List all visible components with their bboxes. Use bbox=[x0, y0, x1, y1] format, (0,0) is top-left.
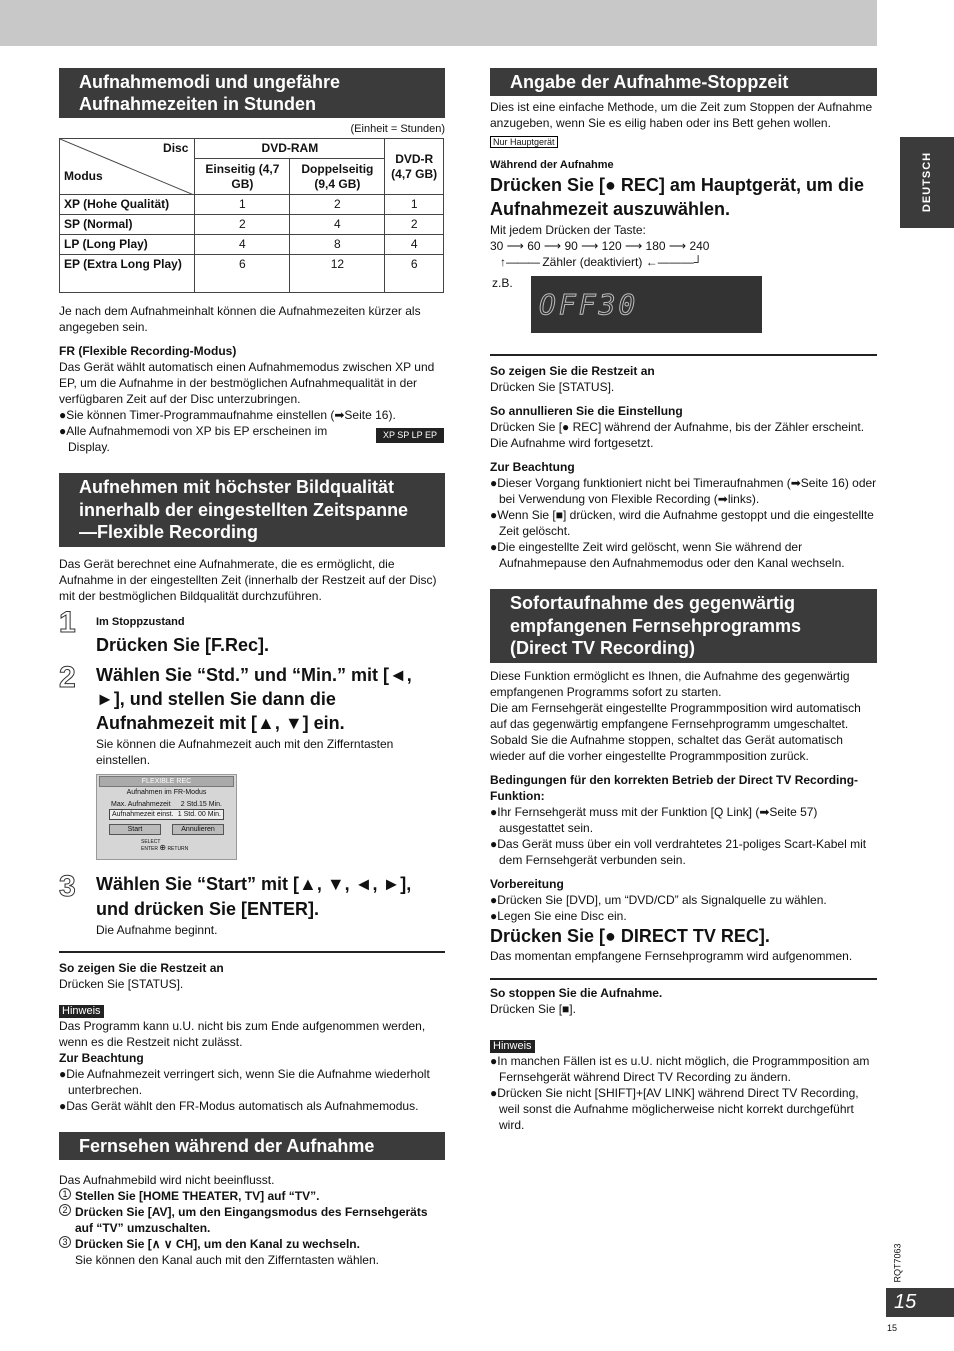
osd-enter-label: ENTER bbox=[141, 845, 158, 852]
bullet: ●Sie können Timer-Programmaufnahme einstellen (➡Seite 16). bbox=[59, 408, 396, 422]
stop-title: So stoppen Sie die Aufnahme. bbox=[490, 985, 663, 1000]
left-column bbox=[59, 68, 445, 1268]
bullet: ●Dieser Vorgang funktioniert nicht bei Timeraufnahmen (➡Seite 16) oder bei Verwendung von Flexible Recording (➡links). bbox=[490, 476, 877, 506]
bullet-with-tag bbox=[59, 423, 445, 455]
cancel-text-2: Die Aufnahme wird fortgesetzt. bbox=[490, 436, 654, 450]
para: Die am Fernsehgerät eingestellte Programmposition wird automatisch auf das gegenwärtig empfangene Fernsehprogramm umgeschaltet. bbox=[490, 700, 861, 731]
osd-cancel-button[interactable]: Annulieren bbox=[172, 824, 224, 835]
divider bbox=[490, 978, 877, 980]
step-1 bbox=[59, 605, 445, 657]
item-text: Stellen Sie [HOME THEATER, TV] auf “TV”. bbox=[75, 1188, 320, 1203]
row-label: LP (Long Play) bbox=[60, 235, 195, 255]
hinweis-text: Das Programm kann u.U. nicht bis zum Ende aufgenommen werden, wenn es die Restzeit nicht zulässt. bbox=[59, 1018, 426, 1049]
einseitig-header: Einseitig (4,7 GB) bbox=[195, 159, 290, 195]
zur-beachtung-title: Zur Beachtung bbox=[490, 460, 575, 474]
osd-select-label: SELECT bbox=[141, 838, 161, 845]
bullet: ●Die Aufnahmezeit verringert sich, wenn Sie die Aufnahme wiederholt unterbrechen. bbox=[59, 1066, 430, 1097]
bullet: ●Alle Aufnahmemodi von XP bis EP erscheinen im Display. bbox=[59, 424, 328, 454]
bullet: ●In manchen Fällen ist es u.U. nicht möglich, die Programmposition am Fernsehgerät während Direct TV Recording zu ändern. bbox=[490, 1053, 870, 1084]
osd-value: 2 Std.15 Min. bbox=[180, 800, 222, 808]
bullet: ●Ihr Fernsehgerät muss mit der Funktion [Q Link] (➡Seite 57) ausgestattet sein. bbox=[490, 804, 818, 835]
bullet: ●Drücken Sie [DVD], um “DVD/CD” als Signalquelle zu wählen. bbox=[490, 892, 827, 907]
item-sub: Sie können den Kanal auch mit den Zifferntasten wählen. bbox=[75, 1252, 379, 1267]
row-label: XP (Hohe Qualität) bbox=[60, 195, 195, 215]
table-row bbox=[60, 195, 444, 215]
tag-wrap bbox=[490, 133, 877, 149]
para: Diese Funktion ermöglicht es Ihnen, die Aufnahme des gegenwärtig empfangenen Programms sofort zu starten. bbox=[490, 668, 850, 699]
bullet: ●Legen Sie eine Disc ein. bbox=[490, 908, 627, 923]
list-item bbox=[59, 1188, 445, 1204]
main-unit-only-tag: Nur Hauptgerät bbox=[490, 136, 558, 148]
table-row bbox=[60, 235, 444, 255]
step-sub: Sie können die Aufnahmezeit auch mit den Zifferntasten einstellen. bbox=[96, 736, 394, 767]
osd-nav-hint bbox=[141, 839, 188, 852]
zur-beachtung-title: Zur Beachtung bbox=[59, 1050, 144, 1065]
osd-label: Max. Aufnahmezeit bbox=[111, 800, 171, 808]
table-row bbox=[60, 215, 444, 235]
divider bbox=[490, 354, 877, 356]
step-3 bbox=[59, 869, 445, 938]
section-title-recording-modes: Aufnahmemodi und ungefähre Aufnahmezeiten in Stunden bbox=[59, 68, 445, 118]
conditions-title: Bedingungen für den korrekten Betrieb der Direct TV Recording-Funktion: bbox=[490, 772, 859, 803]
step-precondition: Im Stoppzustand bbox=[96, 615, 185, 628]
hinweis-badge: Hinweis bbox=[59, 1005, 104, 1018]
page-number-badge: 15 bbox=[886, 1288, 954, 1317]
cell: 12 bbox=[290, 255, 385, 293]
cell: 2 bbox=[290, 195, 385, 215]
table-corner-cell bbox=[60, 139, 195, 195]
counter-label: Zähler (deaktiviert) bbox=[542, 255, 643, 269]
bullet: ●Wenn Sie [■] drücken, wird die Aufnahme gestoppt und die eingestellte Zeit gelöscht. bbox=[490, 508, 874, 538]
display-example bbox=[490, 272, 877, 334]
dpad-icon: ⊕ bbox=[159, 842, 167, 852]
step-number: 3 bbox=[59, 869, 76, 903]
time-sequence: 30 ⟶ 60 ⟶ 90 ⟶ 120 ⟶ 180 ⟶ 240 bbox=[490, 239, 710, 253]
dvdr-header: DVD-R (4,7 GB) bbox=[385, 139, 444, 195]
intro-text: Das Gerät berechnet eine Aufnahmerate, die es ermöglicht, die Aufnahme in der eingestellten Zeit (innerhalb der Restzeit auf der Disc) mit der bestmöglichen Bildqualität durchzuführen. bbox=[59, 556, 437, 603]
item-text: Drücken Sie [AV], um den Eingangsmodus des Fernsehgeräts auf “TV” umzuschalten. bbox=[75, 1204, 428, 1235]
cell: 4 bbox=[195, 235, 290, 255]
step-number: 2 bbox=[59, 660, 76, 694]
unit-note: (Einheit = Stunden) bbox=[350, 123, 445, 135]
disc-label: Disc bbox=[163, 141, 189, 155]
row-label: EP (Extra Long Play) bbox=[60, 255, 195, 293]
cell: 1 bbox=[385, 195, 444, 215]
bullet: ●Das Gerät wählt den FR-Modus automatisch als Aufnahmemodus. bbox=[59, 1098, 419, 1113]
cell: 2 bbox=[385, 215, 444, 235]
section-title-flexible-recording: Aufnehmen mit höchster Bildqualität innerhalb der eingestellten Zeitspanne—Flexible Recording bbox=[59, 473, 445, 547]
osd-start-button[interactable]: Start bbox=[109, 824, 161, 835]
rest-text: Drücken Sie [STATUS]. bbox=[59, 976, 184, 991]
fr-title: FR (Flexible Recording-Modus) bbox=[59, 344, 237, 358]
rest-title: So zeigen Sie die Restzeit an bbox=[59, 960, 224, 975]
display-text: OFF30 bbox=[539, 288, 639, 321]
cancel-title: So annullieren Sie die Einstellung bbox=[490, 404, 683, 418]
rest-text: Drücken Sie [STATUS]. bbox=[490, 380, 615, 394]
osd-row bbox=[97, 800, 236, 809]
osd-row-selected[interactable] bbox=[109, 809, 224, 820]
step-number: 1 bbox=[59, 605, 76, 639]
osd-title: FLEXIBLE REC bbox=[99, 776, 234, 787]
intro-text: Das Aufnahmebild wird nicht beeinflusst. bbox=[59, 1172, 275, 1187]
para: Sobald Sie die Aufnahme stoppen, schaltet das Gerät automatisch wieder auf die vorher eingestellte Programmposition zurück. bbox=[490, 732, 843, 763]
display-modes-tag: XP SP LP EP bbox=[376, 428, 444, 443]
bullet: ●Die eingestellte Zeit wird gelöscht, wenn Sie während der Aufnahmepause den Aufnahmemodus oder den Kanal wechseln. bbox=[490, 540, 845, 570]
osd-label: Aufnahmezeit einst. bbox=[112, 810, 174, 818]
cell: 6 bbox=[195, 255, 290, 293]
preparation-title: Vorbereitung bbox=[490, 876, 564, 891]
osd-return-label: RETURN bbox=[167, 845, 189, 852]
hinweis-badge-wrap bbox=[490, 1037, 877, 1053]
step-sub: Die Aufnahme beginnt. bbox=[96, 922, 218, 937]
osd-subtitle: Aufnahmen im FR-Modus bbox=[126, 788, 207, 796]
note-text: Je nach dem Aufnahmeinhalt können die Aufnahmezeiten kürzer als angegeben sein. bbox=[59, 304, 421, 334]
section-title-stop-time: Angabe der Aufnahme-Stoppzeit bbox=[490, 68, 877, 96]
stop-text: Drücken Sie [■]. bbox=[490, 1001, 576, 1016]
cell: 6 bbox=[385, 255, 444, 293]
bullet: ●Das Gerät muss über ein voll verdrahtetes 21-poliges Scart-Kabel mit dem Fernsehgerät verbunden sein. bbox=[490, 836, 867, 867]
row-label: SP (Normal) bbox=[60, 215, 195, 235]
section-title-watching-tv: Fernsehen während der Aufnahme bbox=[59, 1132, 445, 1160]
page-number-small: 15 bbox=[887, 1323, 898, 1333]
zb-label: z.B. bbox=[492, 276, 513, 290]
cancel-text: Drücken Sie [● REC] während der Aufnahme, bis der Zähler erscheint. bbox=[490, 420, 865, 434]
dvdram-header: DVD-RAM bbox=[195, 139, 385, 159]
cell: 1 bbox=[195, 195, 290, 215]
right-column bbox=[490, 68, 877, 1133]
model-code: RQT7063 bbox=[892, 1243, 903, 1283]
list-item bbox=[59, 1204, 445, 1236]
list-item bbox=[59, 1236, 445, 1268]
language-side-tab bbox=[900, 137, 954, 228]
rest-title: So zeigen Sie die Restzeit an bbox=[490, 364, 655, 378]
osd-value: 1 Std. 00 Min. bbox=[177, 810, 221, 818]
divider bbox=[59, 951, 445, 953]
step-sub: Das momentan empfangene Fernsehprogramm wird aufgenommen. bbox=[490, 948, 853, 963]
step-instruction: Wählen Sie “Std.” und “Min.” mit [◄, ►], und stellen Sie dann die Aufnahmezeit mit [▲, ▼] ein. bbox=[96, 664, 412, 733]
doppelseitig-header: Doppelseitig (9,4 GB) bbox=[290, 159, 385, 195]
bullet: ●Drücken Sie nicht [SHIFT]+[AV LINK] während Direct TV Recording, weil sonst die Aufnahme möglicherweise nicht korrekt durchgeführt wird. bbox=[490, 1085, 859, 1132]
step-instruction: Wählen Sie “Start” mit [▲, ▼, ◄, ►], und drücken Sie [ENTER]. bbox=[96, 873, 412, 919]
modus-label: Modus bbox=[64, 169, 103, 183]
osd-buttons bbox=[109, 824, 224, 835]
step-instruction: Drücken Sie [● DIRECT TV REC]. bbox=[490, 925, 770, 946]
intro-text: Dies ist eine einfache Methode, um die Zeit zum Stoppen der Aufnahme anzugeben, wenn Sie es eilig haben oder ins Bett gehen wollen. bbox=[490, 100, 873, 130]
language-label: DEUTSCH bbox=[921, 151, 933, 213]
cell: 2 bbox=[195, 215, 290, 235]
item-text: Drücken Sie [∧ ∨ CH], um den Kanal zu wechseln. bbox=[75, 1236, 360, 1251]
step-instruction: Drücken Sie [● REC] am Hauptgerät, um die Aufnahmezeit auszuwählen. bbox=[490, 175, 864, 219]
recording-times-table bbox=[59, 138, 444, 293]
item-number: 3 bbox=[59, 1236, 71, 1248]
item-number: 2 bbox=[59, 1204, 71, 1216]
fr-text: Das Gerät wählt automatisch einen Aufnahmemodus zwischen XP und EP, um die Aufnahme in der bestmöglichen Aufnahmequalität in der verfügbaren Zeit auf der Disc unterzubringen. bbox=[59, 360, 435, 406]
cell: 8 bbox=[290, 235, 385, 255]
hinweis-badge-wrap bbox=[59, 1002, 445, 1018]
step-instruction: Drücken Sie [F.Rec]. bbox=[96, 634, 270, 655]
item-number: 1 bbox=[59, 1188, 71, 1200]
each-press-text: Mit jedem Drücken der Taste: bbox=[490, 223, 646, 237]
cell: 4 bbox=[290, 215, 385, 235]
top-bar bbox=[0, 0, 877, 46]
table-row bbox=[60, 255, 444, 293]
during-recording-label: Während der Aufnahme bbox=[490, 159, 614, 171]
counter-loop: ↑——— Zähler (deaktiviert) ←———┘ bbox=[500, 255, 703, 269]
fl-display bbox=[531, 276, 762, 333]
step-2 bbox=[59, 660, 445, 860]
osd-screen bbox=[96, 774, 237, 860]
hinweis-badge: Hinweis bbox=[490, 1040, 535, 1053]
section-title-direct-tv: Sofortaufnahme des gegenwärtig empfangenen Fernsehprogramms (Direct TV Recording) bbox=[490, 589, 877, 663]
cell: 4 bbox=[385, 235, 444, 255]
